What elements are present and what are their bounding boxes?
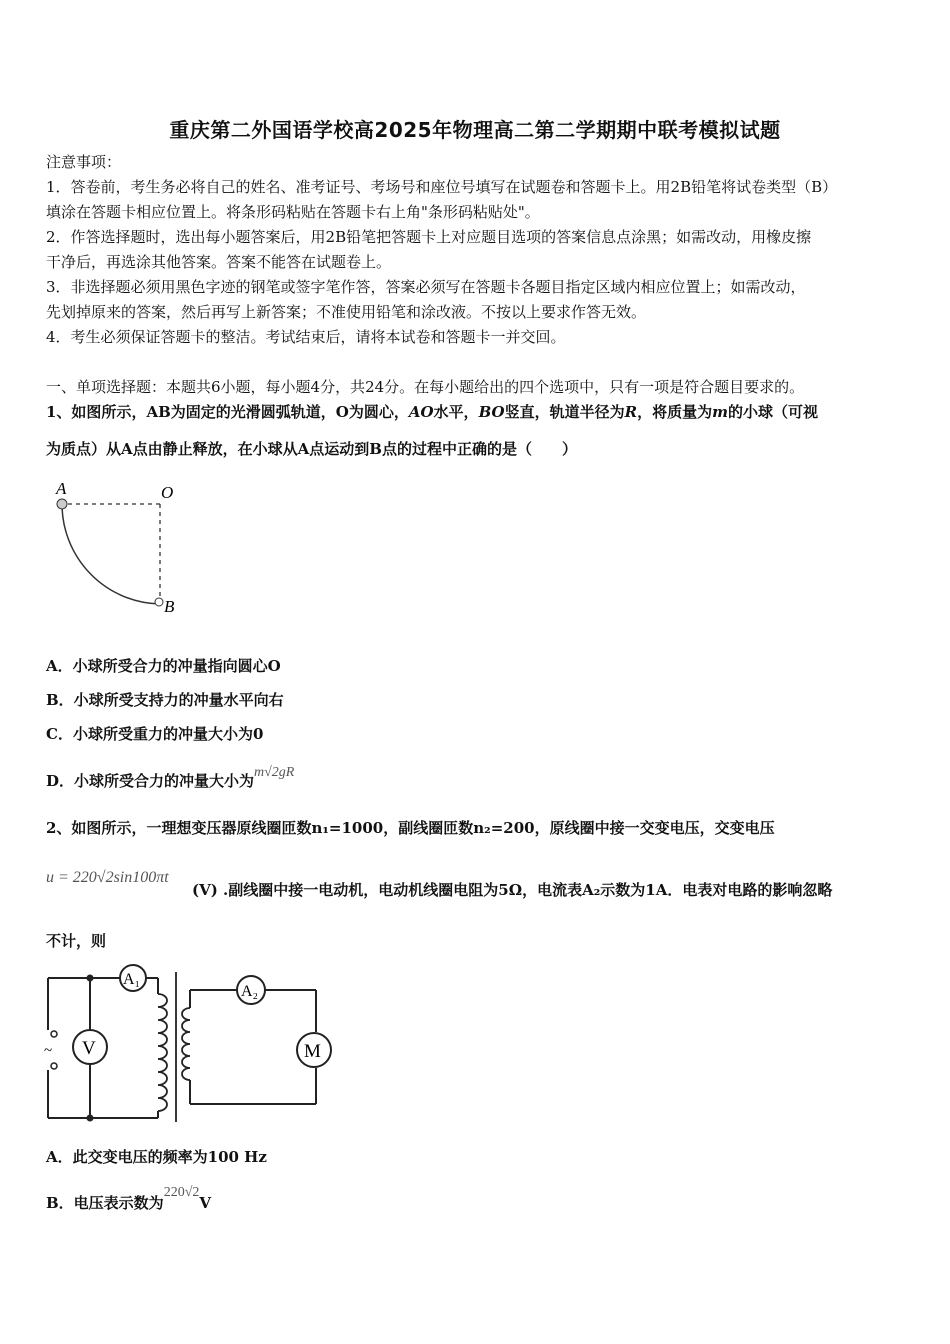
q1-option-b: B．小球所受支持力的冲量水平向右	[46, 691, 284, 709]
a2-label: A₂	[241, 983, 259, 1000]
q2-stem-line3: 不计，则	[46, 932, 107, 950]
notice-line: 填涂在答题卡相应位置上。将条形码粘贴在答题卡右上角"条形码粘贴处"。	[46, 203, 540, 221]
q1-option-d: D．小球所受合力的冲量大小为m√2gR	[46, 765, 295, 790]
page-title: 重庆第二外国语学校高2025年物理高二第二学期期中联考模拟试题	[169, 118, 781, 142]
label-b: B	[164, 597, 175, 616]
point-b-circle	[155, 598, 163, 606]
primary-coil	[158, 994, 167, 1111]
q2-option-b: B．电压表示数为220√2V	[46, 1185, 212, 1212]
ac-source-symbol: ~	[44, 1043, 53, 1059]
notice-line: 先划掉原来的答案，然后再写上新答案；不准使用铅笔和涂改液。不按以上要求作答无效。	[46, 303, 647, 321]
q1-stem-line1: 1、如图所示，AB为固定的光滑圆弧轨道，O为圆心，AO水平，BO竖直，轨道半径为R，将质量为m的小球（可视	[46, 403, 818, 421]
label-a: A	[56, 479, 67, 498]
q2-transformer-circuit	[38, 962, 338, 1124]
m-label: M	[304, 1041, 321, 1062]
formula-m-sqrt-2gR: m√2gR	[254, 765, 295, 780]
secondary-coil	[182, 1008, 190, 1080]
arc-track	[62, 504, 160, 604]
notice-line: 2．作答选择题时，选出每小题答案后，用2B铅笔把答题卡上对应题目选项的答案信息点涂黑；如需改动，用橡皮擦	[46, 228, 812, 246]
q2-voltage-formula: u = 220√2sin100πt	[46, 869, 169, 886]
q1-arc-figure	[46, 474, 196, 624]
label-o: O	[161, 483, 174, 502]
q1-option-c: C．小球所受重力的冲量大小为0	[46, 725, 264, 743]
q1-stem-line2: 为质点）从A点由静止释放，在小球从A点运动到B点的过程中正确的是（ ）	[46, 440, 577, 458]
q2-stem-line1: 2、如图所示，一理想变压器原线圈匝数n₁=1000，副线圈匝数n₂=200，原线圈中接一交变电压，交变电压	[46, 819, 775, 837]
section-heading: 一、单项选择题：本题共6小题，每小题4分，共24分。在每小题给出的四个选项中，只有一项是符合题目要求的。	[46, 378, 805, 396]
a1-label: A₁	[123, 971, 141, 988]
q1-option-a: A．小球所受合力的冲量指向圆心O	[46, 657, 281, 675]
notice-line: 干净后，再选涂其他答案。答案不能答在试题卷上。	[46, 253, 392, 271]
notice-line: 1．答卷前，考生务必将自己的姓名、准考证号、考场号和座位号填写在试题卷和答题卡上。用2B铅笔将试卷类型（B）	[46, 178, 838, 196]
ball-a	[57, 499, 67, 509]
formula-220-sqrt2: 220√2	[163, 1185, 200, 1200]
q2-option-a: A．此交变电压的频率为100 Hz	[46, 1148, 267, 1166]
q2-stem-line2: (V) .副线圈中接一电动机，电动机线圈电阻为5Ω，电流表A₂示数为1A．电表对电路的影响忽略	[192, 881, 833, 899]
notice-line: 4．考生必须保证答题卡的整洁。考试结束后，请将本试卷和答题卡一并交回。	[46, 328, 566, 346]
notice-line: 3．非选择题必须用黑色字迹的钢笔或签字笔作答，答案必须写在答题卡各题目指定区域内相应位置上；如需改动，	[46, 278, 806, 296]
notice-heading: 注意事项：	[46, 153, 122, 171]
v-label: V	[82, 1038, 96, 1059]
